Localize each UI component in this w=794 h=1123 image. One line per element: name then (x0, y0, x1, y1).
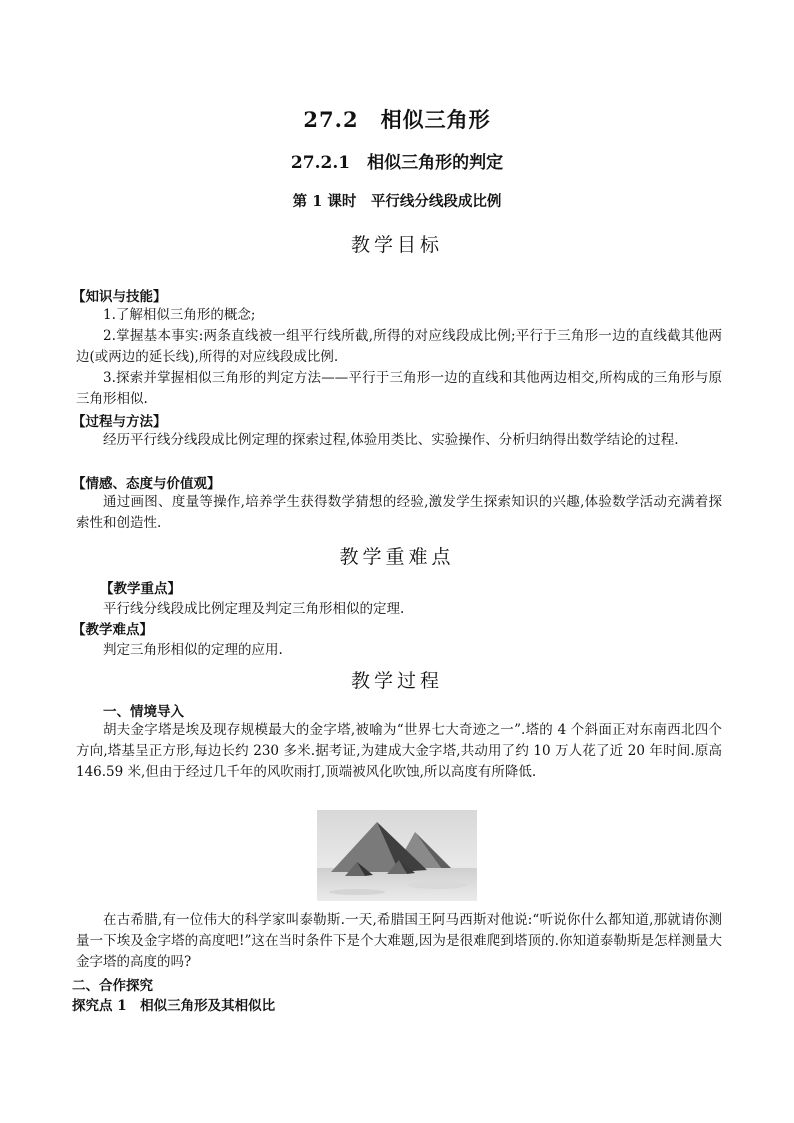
difficulty-label: 【教学难点】 (72, 622, 153, 638)
attitude-label: 【情感、态度与价值观】 (72, 476, 221, 492)
key-point-label: 【教学重点】 (100, 581, 181, 597)
section-subtitle: 27.2.1 相似三角形的判定 (290, 153, 504, 173)
story-paragraph: 在古希腊,有一位伟大的科学家叫泰勒斯.一天,希腊国王阿马西斯对他说:“听说你什么都知道,那就请你测量一下埃及金字塔的高度吧!”这在当时条件下是个大难题,因为是很难爬到塔顶的.你知道泰勒斯是怎样测量大金字塔的高度的吗? (76, 912, 722, 971)
lesson-title: 第 1 课时 平行线分线段成比例 (292, 193, 502, 210)
heading-goals: 教学目标 (350, 234, 443, 256)
step2-label: 二、合作探究 (72, 978, 153, 994)
knowledge-label: 【知识与技能】 (72, 289, 167, 305)
method-label: 【过程与方法】 (72, 414, 167, 430)
intro-paragraph: 胡夫金字塔是埃及现存规模最大的金字塔,被喻为“世界七大奇迹之一”.塔的 4 个斜面正对东南西北四个方向,塔基呈正方形,每边长约 230 多米.据考证,为建成大金字塔,共动用了约 10 万人花了近 20 年时间.原高 146.59 米,但由于经过几千年的风吹雨打,顶端被风化吹蚀,所以高度有所降低. (76, 722, 722, 781)
explore-point-1: 探究点 1 相似三角形及其相似比 (72, 998, 276, 1014)
key-point-text: 平行线分线段成比例定理及判定三角形相似的定理. (103, 601, 405, 617)
goal-item-3: 3.探索并掌握相似三角形的判定方法——平行于三角形一边的直线和其他两边相交,所构成的三角形与原三角形相似. (76, 370, 722, 408)
pyramids-image (317, 810, 477, 901)
attitude-text: 通过画图、度量等操作,培养学生获得数学猜想的经验,激发学生探索知识的兴趣,体验数学活动充满着探索性和创造性. (76, 494, 722, 532)
difficulty-text: 判定三角形相似的定理的应用. (103, 642, 283, 658)
page-title: 27.2 相似三角形 (303, 107, 491, 132)
step1-label: 一、情境导入 (103, 704, 184, 720)
method-text: 经历平行线分线段成比例定理的探索过程,体验用类比、实验操作、分析归纳得出数学结论的过程. (103, 432, 679, 448)
goal-item-2: 2.掌握基本事实:两条直线被一组平行线所截,所得的对应线段成比例;平行于三角形一边的直线截其他两边(或两边的延长线),所得的对应线段成比例. (76, 328, 722, 366)
heading-process: 教学过程 (350, 670, 443, 692)
heading-keypoints: 教学重难点 (339, 546, 455, 568)
goal-item-1: 1.了解相似三角形的概念; (103, 307, 256, 323)
